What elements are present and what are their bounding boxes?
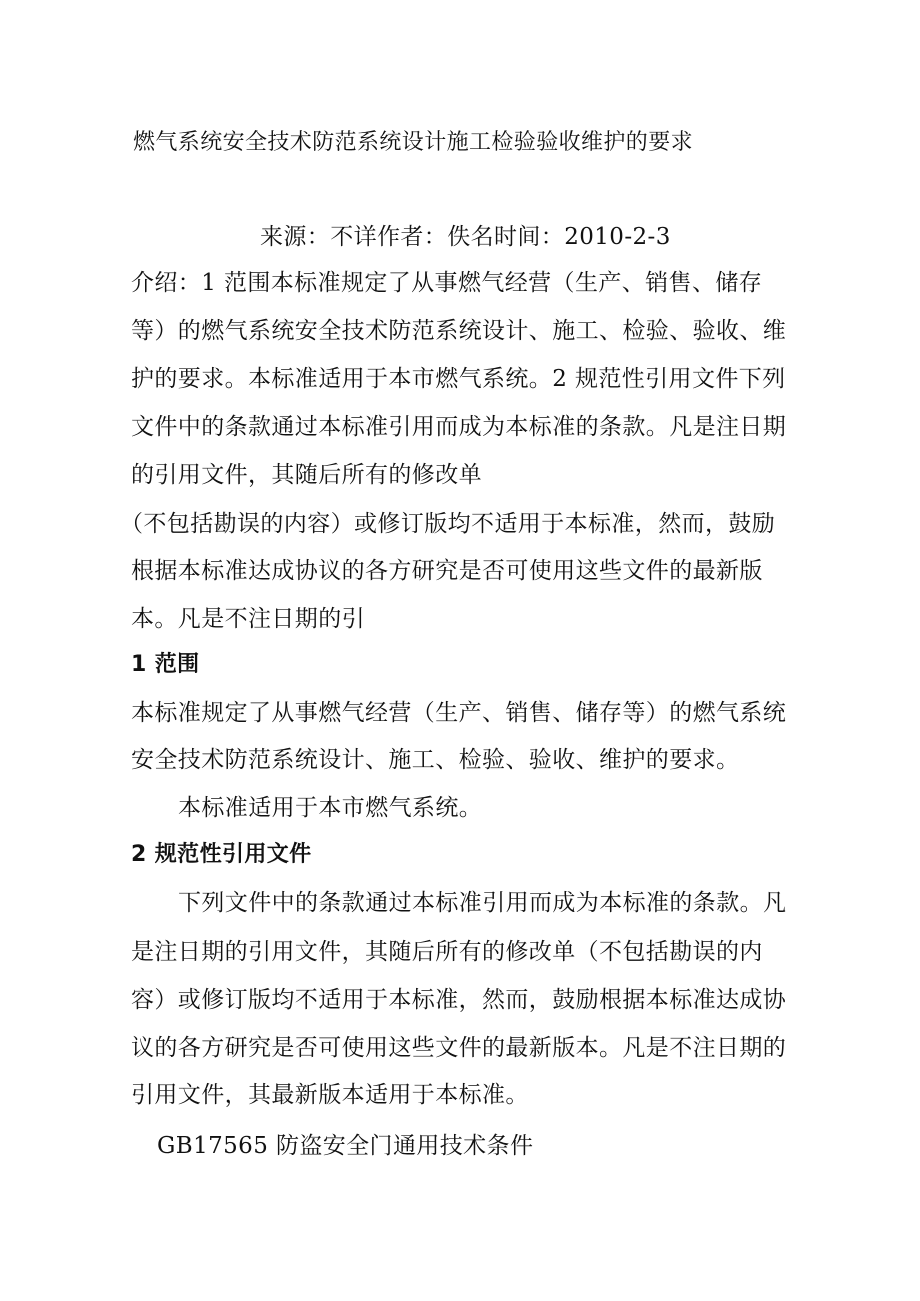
intro-line: 护的要求。本标准适用于本市燃气系统。2 规范性引用文件下列 bbox=[131, 366, 786, 392]
body-line: 引用文件，其最新版本适用于本标准。 bbox=[131, 1082, 529, 1108]
body-line: 是注日期的引用文件，其随后所有的修改单（不包括勘误的内 bbox=[131, 939, 763, 965]
body-line: 下列文件中的条款通过本标准引用而成为本标准的条款。凡 bbox=[178, 890, 787, 916]
intro-line: （不包括勘误的内容）或修订版均不适用于本标准，然而，鼓励 bbox=[120, 511, 776, 537]
intro-line: 等）的燃气系统安全技术防范系统设计、施工、检验、验收、维 bbox=[131, 318, 787, 344]
body-line: 本标准适用于本市燃气系统。 bbox=[178, 795, 483, 821]
document-meta: 来源：不详作者：佚名时间：2010-2-3 bbox=[260, 224, 671, 250]
body-line: 安全技术防范系统设计、施工、检验、验收、维护的要求。 bbox=[131, 747, 740, 773]
section-heading-scope: 1 范围 bbox=[131, 652, 200, 677]
section-heading-references: 2 规范性引用文件 bbox=[131, 842, 312, 867]
body-line: 议的各方研究是否可使用这些文件的最新版本。凡是不注日期的 bbox=[131, 1035, 787, 1061]
document-title: 燃气系统安全技术防范系统设计施工检验验收维护的要求 bbox=[133, 130, 694, 155]
reference-standard: GB17565 防盗安全门通用技术条件 bbox=[157, 1133, 534, 1159]
body-line: 容）或修订版均不适用于本标准，然而，鼓励根据本标准达成协 bbox=[131, 987, 787, 1013]
intro-line: 的引用文件，其随后所有的修改单 bbox=[131, 462, 482, 488]
intro-line: 文件中的条款通过本标准引用而成为本标准的条款。凡是注日期 bbox=[131, 414, 787, 440]
intro-line: 本。凡是不注日期的引 bbox=[131, 606, 365, 632]
intro-line: 根据本标准达成协议的各方研究是否可使用这些文件的最新版 bbox=[131, 558, 763, 584]
body-line: 本标准规定了从事燃气经营（生产、销售、储存等）的燃气系统 bbox=[131, 700, 787, 726]
intro-line: 介绍：1 范围本标准规定了从事燃气经营（生产、销售、储存 bbox=[131, 270, 763, 296]
